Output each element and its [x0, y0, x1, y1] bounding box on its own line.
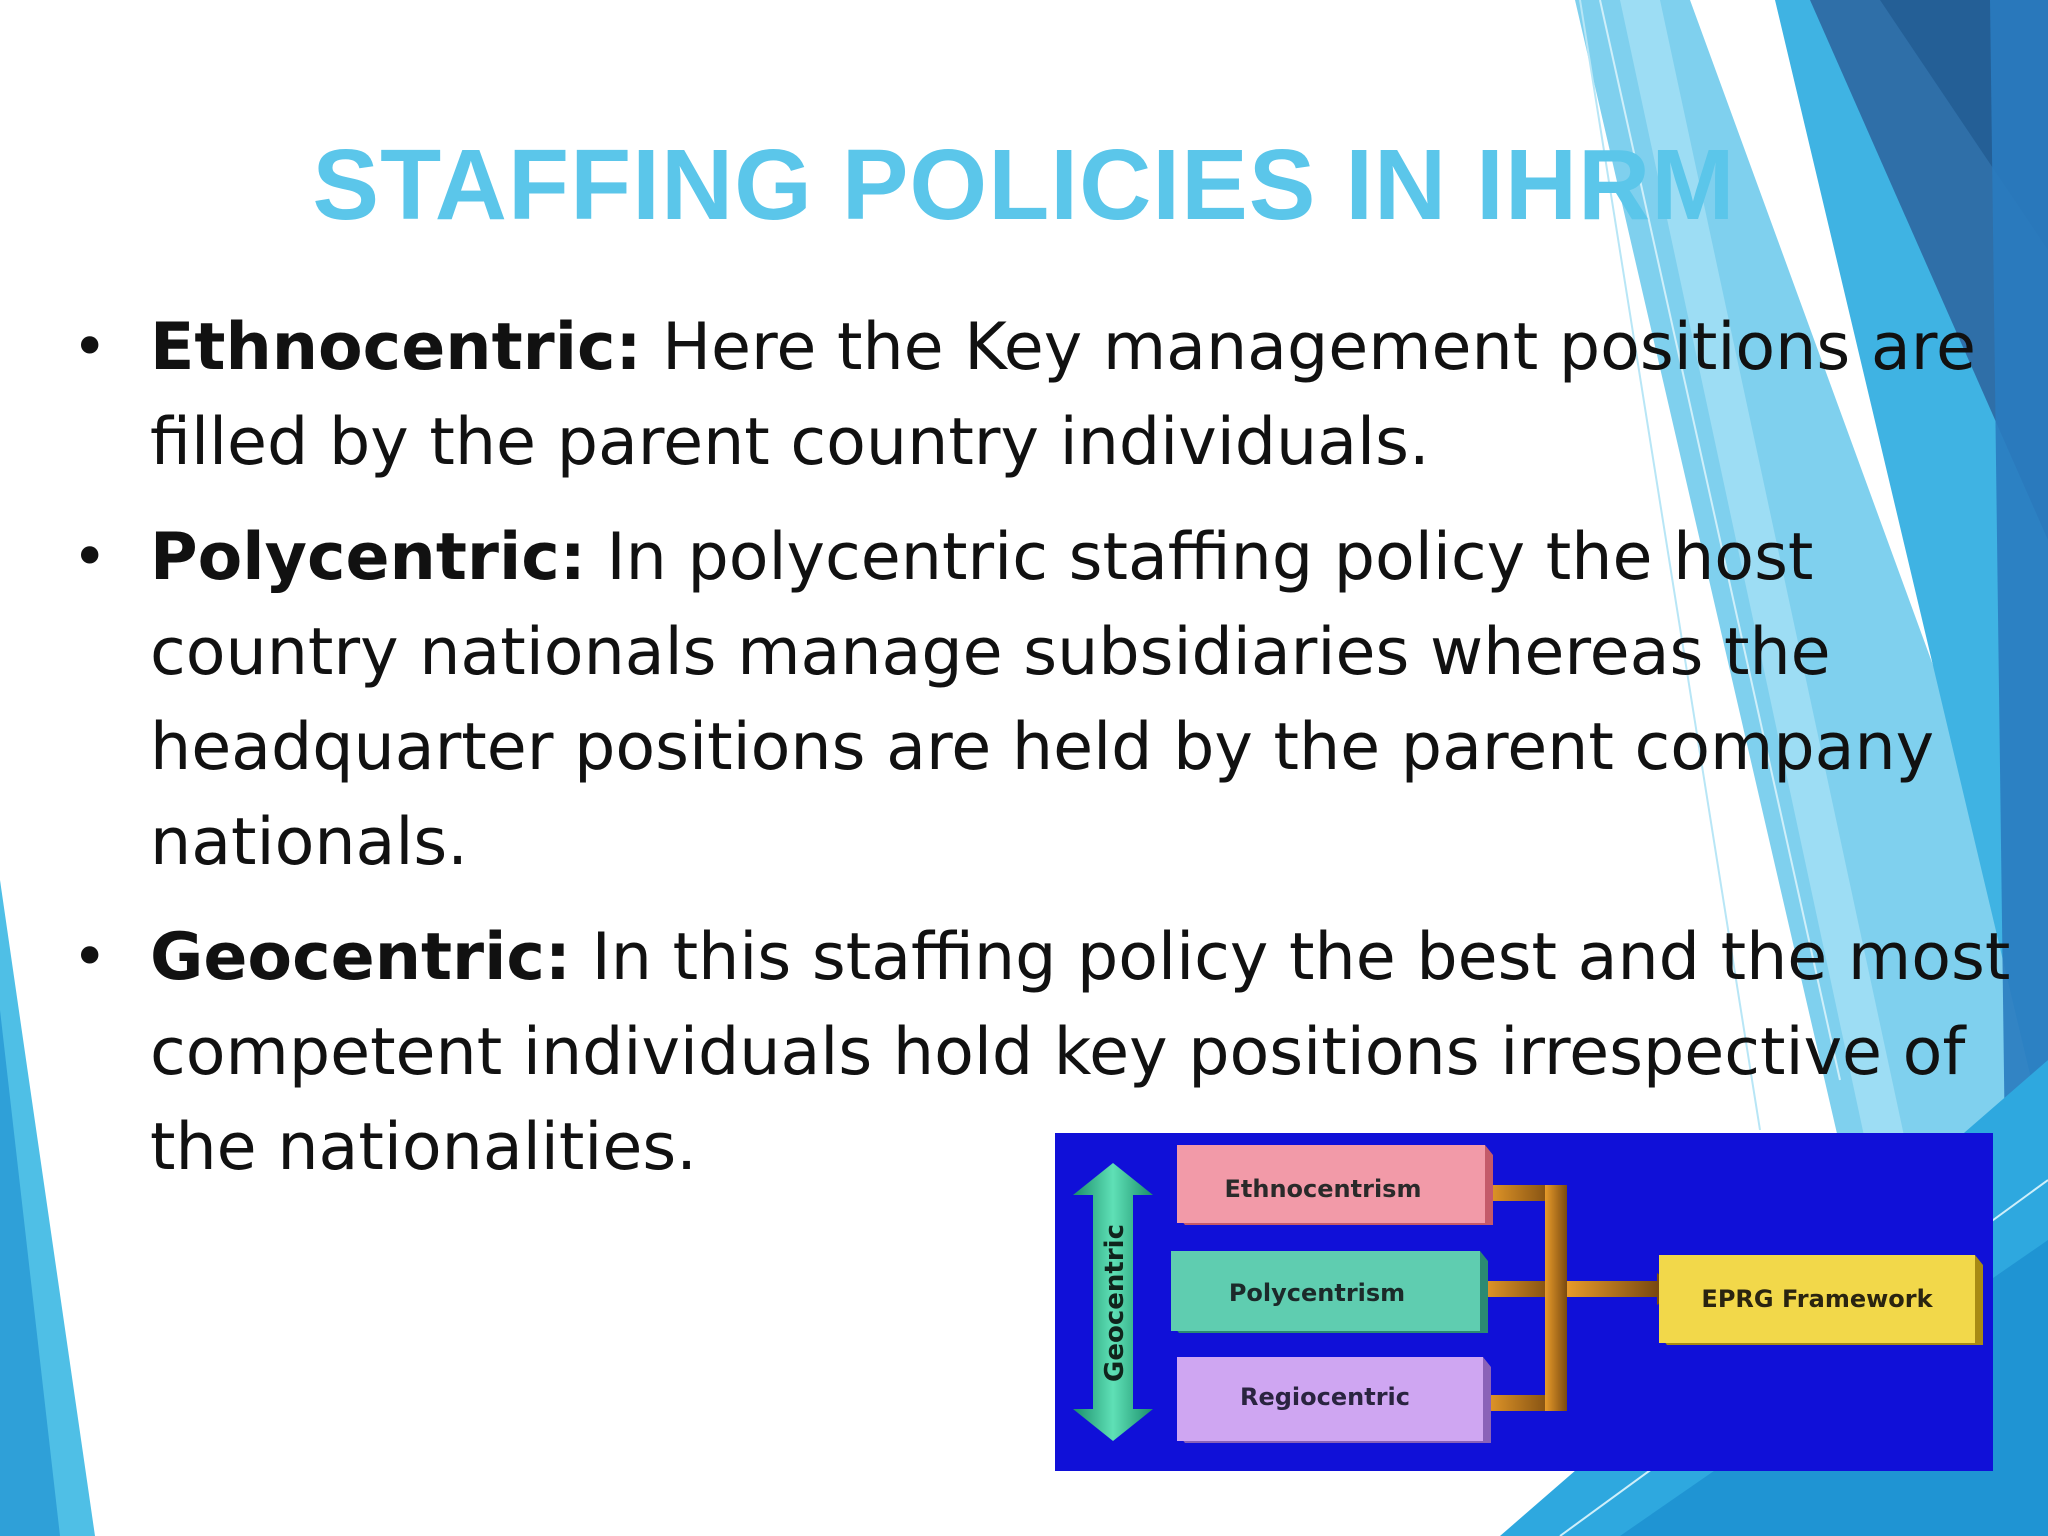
box-label: Polycentrism	[1228, 1279, 1406, 1307]
bullet-polycentric	[60, 510, 1980, 890]
box-ethnocentrism	[1177, 1145, 1493, 1225]
bullet-term: Ethnocentric:	[150, 310, 642, 385]
bullet-term: Polycentric:	[150, 520, 586, 595]
box-regiocentric	[1177, 1357, 1491, 1443]
bullet-term: Geocentric:	[150, 920, 571, 995]
box-eprg-framework	[1659, 1255, 1983, 1345]
bullet-text: In this staffing policy the best and the most competent individuals hold key positions irrespective of the nationalities.	[150, 920, 2011, 1185]
bullet-ethnocentric	[60, 300, 1980, 490]
bullet-dot: •	[72, 522, 108, 592]
eprg-framework-diagram	[1055, 1133, 1993, 1471]
geocentric-axis-label: Geocentric	[1100, 1224, 1130, 1382]
bullet-text: Here the Key management positions are filled by the parent country individuals.	[150, 310, 1976, 480]
box-label: Regiocentric	[1239, 1383, 1411, 1411]
box-label: EPRG Framework	[1701, 1285, 1933, 1313]
bullet-dot: •	[72, 312, 108, 382]
box-polycentrism	[1171, 1251, 1488, 1333]
bullet-list	[60, 300, 2011, 1215]
bullet-dot: •	[72, 922, 108, 992]
bullet-text: In polycentric staffing policy the host country nationals manage subsidiaries whereas the headquarter positions are held by the parent company nationals.	[150, 520, 1935, 880]
slide-title: STAFFING POLICIES IN IHRM	[312, 129, 1736, 241]
box-label: Ethnocentrism	[1224, 1175, 1422, 1203]
